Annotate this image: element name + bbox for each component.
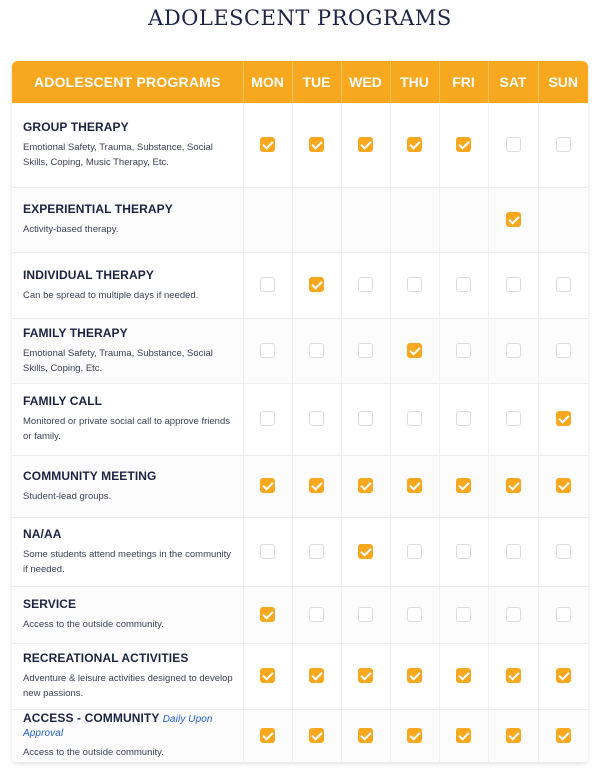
- program-description: Access to the outside community.: [23, 619, 164, 630]
- header-day-thu: THU: [390, 61, 439, 103]
- program-cell: [12, 586, 243, 643]
- checkbox-icon[interactable]: [260, 343, 275, 358]
- checked-checkbox-icon[interactable]: [456, 478, 471, 493]
- checkbox-icon[interactable]: [309, 343, 324, 358]
- checkbox-icon[interactable]: [506, 137, 521, 152]
- day-cell-tue: [292, 103, 341, 187]
- checked-checkbox-icon[interactable]: [260, 668, 275, 683]
- program-description: Adventure & leisure activities designed to develop new passions.: [23, 673, 233, 699]
- checkbox-icon[interactable]: [506, 343, 521, 358]
- program-row: [12, 103, 588, 187]
- day-cell-sun: [538, 103, 588, 187]
- day-cell-sun: [538, 252, 588, 318]
- day-cell-sat: [488, 252, 538, 318]
- checkbox-icon[interactable]: [309, 607, 324, 622]
- checked-checkbox-icon[interactable]: [260, 728, 275, 743]
- checkbox-icon[interactable]: [456, 343, 471, 358]
- day-cell-wed: [341, 252, 390, 318]
- program-cell: [12, 383, 243, 455]
- checkbox-icon[interactable]: [556, 343, 571, 358]
- day-cell-fri: [439, 517, 488, 586]
- checkbox-icon[interactable]: [407, 544, 422, 559]
- checked-checkbox-icon[interactable]: [358, 137, 373, 152]
- day-cell-thu: [390, 383, 439, 455]
- day-cell-fri: [439, 709, 488, 762]
- day-cell-tue: [292, 643, 341, 709]
- program-name: [23, 527, 235, 541]
- program-row: [12, 643, 588, 709]
- program-cell: [12, 103, 243, 187]
- checkbox-icon[interactable]: [556, 607, 571, 622]
- day-cell-wed: [341, 455, 390, 517]
- checkbox-icon[interactable]: [506, 544, 521, 559]
- checked-checkbox-icon[interactable]: [456, 728, 471, 743]
- checkbox-icon[interactable]: [456, 277, 471, 292]
- checked-checkbox-icon[interactable]: [456, 137, 471, 152]
- header-day-fri: FRI: [439, 61, 488, 103]
- program-name: [23, 597, 235, 611]
- program-description: Can be spread to multiple days if needed.: [23, 289, 199, 301]
- checkbox-icon[interactable]: [309, 411, 324, 426]
- program-name-text: EXPERIENTIAL THERAPY: [23, 202, 173, 216]
- day-cell-sat: [488, 709, 538, 762]
- day-cell-fri: [439, 252, 488, 318]
- checkbox-icon[interactable]: [358, 607, 373, 622]
- program-cell: [12, 709, 243, 762]
- day-cell-sun: [538, 383, 588, 455]
- checkbox-icon[interactable]: [506, 607, 521, 622]
- day-cell-sun: [538, 517, 588, 586]
- header-day-sat: SAT: [488, 61, 538, 103]
- day-cell-wed: [341, 586, 390, 643]
- program-name: [23, 268, 235, 282]
- header-program-column: ADOLESCENT PROGRAMS: [33, 74, 221, 90]
- day-cell-sat: [488, 517, 538, 586]
- checkbox-icon[interactable]: [358, 343, 373, 358]
- checked-checkbox-icon[interactable]: [556, 728, 571, 743]
- checkbox-icon[interactable]: [506, 277, 521, 292]
- checked-checkbox-icon[interactable]: [260, 607, 275, 622]
- day-cell-fri: [439, 455, 488, 517]
- checkbox-icon[interactable]: [456, 607, 471, 622]
- checked-checkbox-icon[interactable]: [309, 728, 324, 743]
- program-description: Some students attend meetings in the community if needed.: [23, 548, 232, 575]
- program-description: Emotional Safety, Trauma, Substance, Social Skills, Coping, Etc.: [23, 347, 213, 374]
- day-cell-sun: [538, 187, 588, 252]
- header-day-wed: WED: [341, 61, 390, 103]
- checkbox-icon[interactable]: [407, 277, 422, 292]
- day-cell-mon: [243, 383, 292, 455]
- checkbox-icon[interactable]: [260, 411, 275, 426]
- checkbox-icon[interactable]: [556, 137, 571, 152]
- checked-checkbox-icon[interactable]: [407, 668, 422, 683]
- checked-checkbox-icon[interactable]: [407, 343, 422, 358]
- day-cell-wed: [341, 643, 390, 709]
- program-name-text: GROUP THERAPY: [23, 119, 129, 134]
- program-name: [23, 651, 235, 665]
- header-day-mon: MON: [243, 61, 292, 103]
- day-cell-wed: [341, 318, 390, 383]
- checkbox-icon[interactable]: [506, 411, 521, 426]
- program-row: [12, 586, 588, 643]
- day-cell-fri: [439, 383, 488, 455]
- day-cell-tue: [292, 318, 341, 383]
- program-row: [12, 187, 588, 252]
- checkbox-icon[interactable]: [358, 411, 373, 426]
- day-cell-tue: [292, 455, 341, 517]
- day-cell-wed: [341, 103, 390, 187]
- program-cell: [12, 643, 243, 709]
- checkbox-icon[interactable]: [456, 411, 471, 426]
- program-row: [12, 709, 588, 762]
- program-name: [23, 394, 235, 408]
- day-cell-thu: [390, 517, 439, 586]
- day-cell-mon: [243, 709, 292, 762]
- day-cell-fri: [439, 318, 488, 383]
- day-cell-fri: [439, 643, 488, 709]
- checked-checkbox-icon[interactable]: [506, 728, 521, 743]
- day-cell-thu: [390, 709, 439, 762]
- schedule-table: [12, 61, 588, 763]
- program-cell: [12, 252, 243, 318]
- day-cell-mon: [243, 252, 292, 318]
- day-cell-sat: [488, 187, 538, 252]
- program-note: Daily Upon Approval: [23, 714, 213, 739]
- day-cell-thu: [390, 318, 439, 383]
- day-cell-sat: [488, 383, 538, 455]
- day-cell-tue: [292, 586, 341, 643]
- day-cell-sun: [538, 455, 588, 517]
- day-cell-mon: [243, 455, 292, 517]
- program-name-text: FAMILY THERAPY: [23, 325, 128, 340]
- program-cell: [12, 187, 243, 252]
- day-cell-thu: [390, 586, 439, 643]
- checked-checkbox-icon[interactable]: [358, 728, 373, 743]
- program-row: [12, 318, 588, 383]
- day-cell-thu: [390, 252, 439, 318]
- day-cell-fri: [439, 187, 488, 252]
- program-cell: [12, 455, 243, 517]
- checkbox-icon[interactable]: [556, 277, 571, 292]
- checked-checkbox-icon[interactable]: [556, 478, 571, 493]
- program-row: [12, 455, 588, 517]
- checked-checkbox-icon[interactable]: [506, 212, 521, 227]
- day-cell-thu: [390, 103, 439, 187]
- day-cell-thu: [390, 187, 439, 252]
- day-cell-tue: [292, 709, 341, 762]
- day-cell-wed: [341, 187, 390, 252]
- checkbox-icon[interactable]: [309, 544, 324, 559]
- checked-checkbox-icon[interactable]: [358, 544, 373, 559]
- checked-checkbox-icon[interactable]: [309, 137, 324, 152]
- day-cell-fri: [439, 586, 488, 643]
- checkbox-icon[interactable]: [358, 277, 373, 292]
- day-cell-sat: [488, 643, 538, 709]
- day-cell-mon: [243, 103, 292, 187]
- checked-checkbox-icon[interactable]: [556, 411, 571, 426]
- checkbox-icon[interactable]: [260, 277, 275, 292]
- checked-checkbox-icon[interactable]: [358, 668, 373, 683]
- day-cell-wed: [341, 517, 390, 586]
- checked-checkbox-icon[interactable]: [309, 668, 324, 683]
- day-cell-mon: [243, 586, 292, 643]
- checkbox-icon[interactable]: [556, 544, 571, 559]
- header-day-sun: SUN: [538, 61, 588, 103]
- program-description: Activity-based therapy.: [23, 224, 119, 235]
- checked-checkbox-icon[interactable]: [407, 137, 422, 152]
- program-description: Student-lead groups.: [23, 490, 112, 502]
- checkbox-icon[interactable]: [456, 544, 471, 559]
- day-cell-wed: [341, 709, 390, 762]
- day-cell-mon: [243, 318, 292, 383]
- checkbox-icon[interactable]: [260, 544, 275, 559]
- day-cell-thu: [390, 643, 439, 709]
- day-cell-mon: [243, 187, 292, 252]
- day-cell-sat: [488, 586, 538, 643]
- program-name: [23, 120, 235, 134]
- program-description: Access to the outside community.: [23, 747, 164, 758]
- day-cell-sun: [538, 709, 588, 762]
- checked-checkbox-icon[interactable]: [309, 277, 324, 292]
- day-cell-sat: [488, 103, 538, 187]
- checked-checkbox-icon[interactable]: [309, 478, 324, 493]
- table-header-row: [12, 61, 588, 103]
- program-name-text: ACCESS - COMMUNITY: [23, 711, 160, 725]
- program-name-text: INDIVIDUAL THERAPY: [23, 267, 154, 282]
- program-name-text: FAMILY CALL: [23, 394, 103, 408]
- day-cell-sun: [538, 318, 588, 383]
- day-cell-mon: [243, 517, 292, 586]
- checked-checkbox-icon[interactable]: [556, 668, 571, 683]
- checked-checkbox-icon[interactable]: [358, 478, 373, 493]
- program-name: [23, 202, 235, 216]
- day-cell-fri: [439, 103, 488, 187]
- program-name: [23, 711, 235, 739]
- checked-checkbox-icon[interactable]: [506, 478, 521, 493]
- program-row: [12, 252, 588, 318]
- program-name: [23, 326, 235, 340]
- day-cell-sat: [488, 318, 538, 383]
- program-description: Monitored or private social call to approve friends or family.: [23, 416, 230, 442]
- day-cell-tue: [292, 383, 341, 455]
- checked-checkbox-icon[interactable]: [506, 668, 521, 683]
- program-row: [12, 517, 588, 586]
- program-cell: [12, 318, 243, 383]
- program-name-text: SERVICE: [23, 597, 77, 611]
- program-cell: [12, 517, 243, 586]
- day-cell-tue: [292, 187, 341, 252]
- checked-checkbox-icon[interactable]: [260, 478, 275, 493]
- page-title: ADOLESCENT PROGRAMS: [148, 6, 452, 30]
- day-cell-wed: [341, 383, 390, 455]
- checked-checkbox-icon[interactable]: [407, 478, 422, 493]
- day-cell-mon: [243, 643, 292, 709]
- program-description: Emotional Safety, Trauma, Substance, Social Skills, Coping, Music Therapy, Etc.: [23, 141, 213, 168]
- day-cell-tue: [292, 517, 341, 586]
- day-cell-sun: [538, 643, 588, 709]
- checkbox-icon[interactable]: [407, 411, 422, 426]
- day-cell-thu: [390, 455, 439, 517]
- program-row: [12, 383, 588, 455]
- header-day-tue: TUE: [292, 61, 341, 103]
- program-name: [23, 469, 235, 483]
- program-name-text: RECREATIONAL ACTIVITIES: [23, 651, 189, 665]
- day-cell-sat: [488, 455, 538, 517]
- day-cell-tue: [292, 252, 341, 318]
- program-name-text: COMMUNITY MEETING: [23, 468, 157, 483]
- day-cell-sun: [538, 586, 588, 643]
- checked-checkbox-icon[interactable]: [407, 728, 422, 743]
- checked-checkbox-icon[interactable]: [260, 137, 275, 152]
- checkbox-icon[interactable]: [407, 607, 422, 622]
- program-name-text: NA/AA: [23, 526, 62, 541]
- checked-checkbox-icon[interactable]: [456, 668, 471, 683]
